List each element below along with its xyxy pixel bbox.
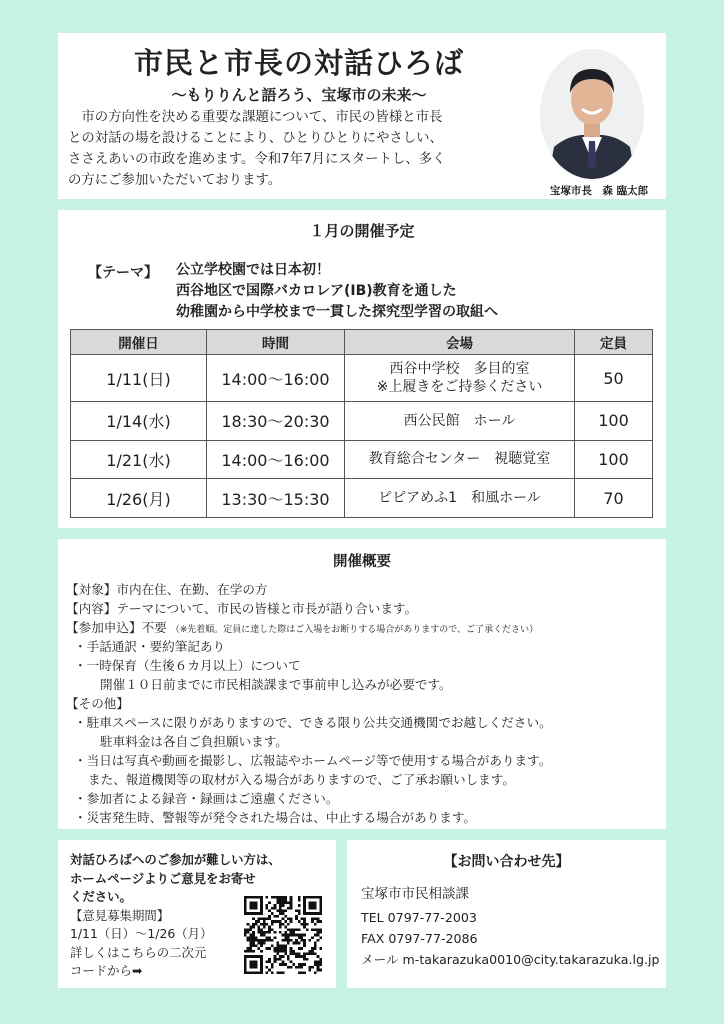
other-item: また、報道機関等の取材が入る場合がありますので、ご了承お願いします。 [88,772,515,787]
other-item: ・駐車スペースに限りがありますので、できる限り公共交通機関でお越しください。 [74,715,552,730]
venue-name: 西谷中学校 多目的室 [389,361,530,377]
qr-code-icon[interactable] [244,896,322,974]
intro-line: との対話の場を設けることにより、ひとりひとりにやさしい、 [68,131,443,146]
mayor-photo [540,49,644,179]
intro-line: の方にご参加いただいております。 [68,173,282,188]
theme-line: 幼稚園から中学校まで一貫した探究型学習の取組へ [176,304,498,320]
schedule-heading: １月の開催予定 [309,222,415,240]
intro-line: 市の方向性を決める重要な課題について、市民の皆様と市長 [68,110,443,125]
opinion-line: ホームページよりご意見をお寄せ [70,870,256,886]
other-item: ・参加者による録音・録画はご遠慮ください。 [74,791,339,806]
theme-text [176,260,498,323]
cell-time: 13:30〜15:30 [207,479,345,518]
table-row [71,402,653,441]
childcare-note: ・一時保育（生後６カ月以上）について [74,658,301,673]
table-header-row [71,330,653,355]
cell-date: 1/21(水) [71,440,207,479]
theme-line: 公立学校園では日本初！ [176,262,330,278]
contact-heading: 【お問い合わせ先】 [443,854,570,870]
theme-label: 【テーマ】 [88,265,158,281]
overview-heading: 開催概要 [333,554,391,570]
overview-content: 【内容】テーマについて、市民の皆様と市長が語り合います。 [66,601,418,616]
table-row [71,479,653,518]
cell-capacity: 100 [575,440,653,479]
other-item: ・災害発生時、警報等が発令された場合は、中止する場合があります。 [74,810,476,825]
cell-venue: 西公民館 ホール [345,402,575,441]
column-header-date: 開催日 [71,330,207,355]
contact-department: 宝塚市市民相談課 [361,886,469,902]
cell-venue [345,355,575,402]
header-panel [58,33,666,199]
period-value: 1/11（日）〜1/26（月） [70,926,213,941]
cell-date: 1/14(水) [71,402,207,441]
overview-application [66,617,538,636]
other-label: 【その他】 [66,696,129,711]
contact-body [361,884,659,970]
contact-fax: FAX 0797-77-2086 [361,931,478,946]
page-title: 市民と市長の対話ひろば [133,46,464,80]
opinion-line: ください。 [70,889,132,904]
other-item: ・当日は写真や動画を撮影し、広報誌やホームページ等で使用する場合があります。 [74,753,552,768]
cell-time: 14:00〜16:00 [207,440,345,479]
opinion-line: 対話ひろばへのご参加が難しい方は、 [70,852,281,867]
table-row [71,440,653,479]
page-subtitle: 〜もりりんと語ろう、宝塚市の未来〜 [171,86,427,104]
column-header-venue: 会場 [345,330,575,355]
sign-language-note: ・手話通訳・要約筆記あり [74,639,226,654]
contact-panel [347,840,666,988]
opinion-panel [58,840,336,988]
cell-time: 18:30〜20:30 [207,402,345,441]
cell-capacity: 70 [575,479,653,518]
qr-hint-line: 詳しくはこちらの二次元 [70,944,207,960]
venue-note: ※上履きをご持参ください [376,379,543,395]
cell-date: 1/11(日) [71,355,207,402]
cell-capacity: 100 [575,402,653,441]
cell-capacity: 50 [575,355,653,402]
application-note: （※先着順。定員に達した際はご入場をお断りする場合がありますので、ご了承ください） [170,625,539,635]
column-header-capacity: 定員 [575,330,653,355]
contact-tel: TEL 0797-77-2003 [361,910,477,925]
childcare-detail: 開催１０日前までに市民相談課まで事前申し込みが必要です。 [100,677,452,692]
overview-panel [58,539,666,829]
intro-text [68,107,538,191]
photo-caption: 宝塚市長 森 臨太郎 [549,185,649,197]
schedule-table [70,329,653,518]
cell-date: 1/26(月) [71,479,207,518]
period-label: 【意見募集期間】 [70,907,170,923]
schedule-panel [58,210,666,528]
column-header-time: 時間 [207,330,345,355]
application-text: 【参加申込】不要 [66,620,167,635]
contact-email[interactable]: メール m-takarazuka0010@city.takarazuka.lg.jp [361,952,660,967]
qr-hint-line: コードから➡ [70,963,143,978]
theme-line: 西谷地区で国際バカロレア(IB)教育を通した [176,283,457,299]
cell-venue: ピピアめふ1 和風ホール [345,479,575,518]
intro-line: ささえあいの市政を進めます。令和7年7月にスタートし、多く [68,152,446,167]
table-row [71,355,653,402]
cell-venue: 教育総合センター 視聴覚室 [345,440,575,479]
other-item: 駐車料金は各自ご負担願います。 [100,734,288,749]
overview-target: 【対象】市内在住、在勤、在学の方 [66,582,268,597]
cell-time: 14:00〜16:00 [207,355,345,402]
